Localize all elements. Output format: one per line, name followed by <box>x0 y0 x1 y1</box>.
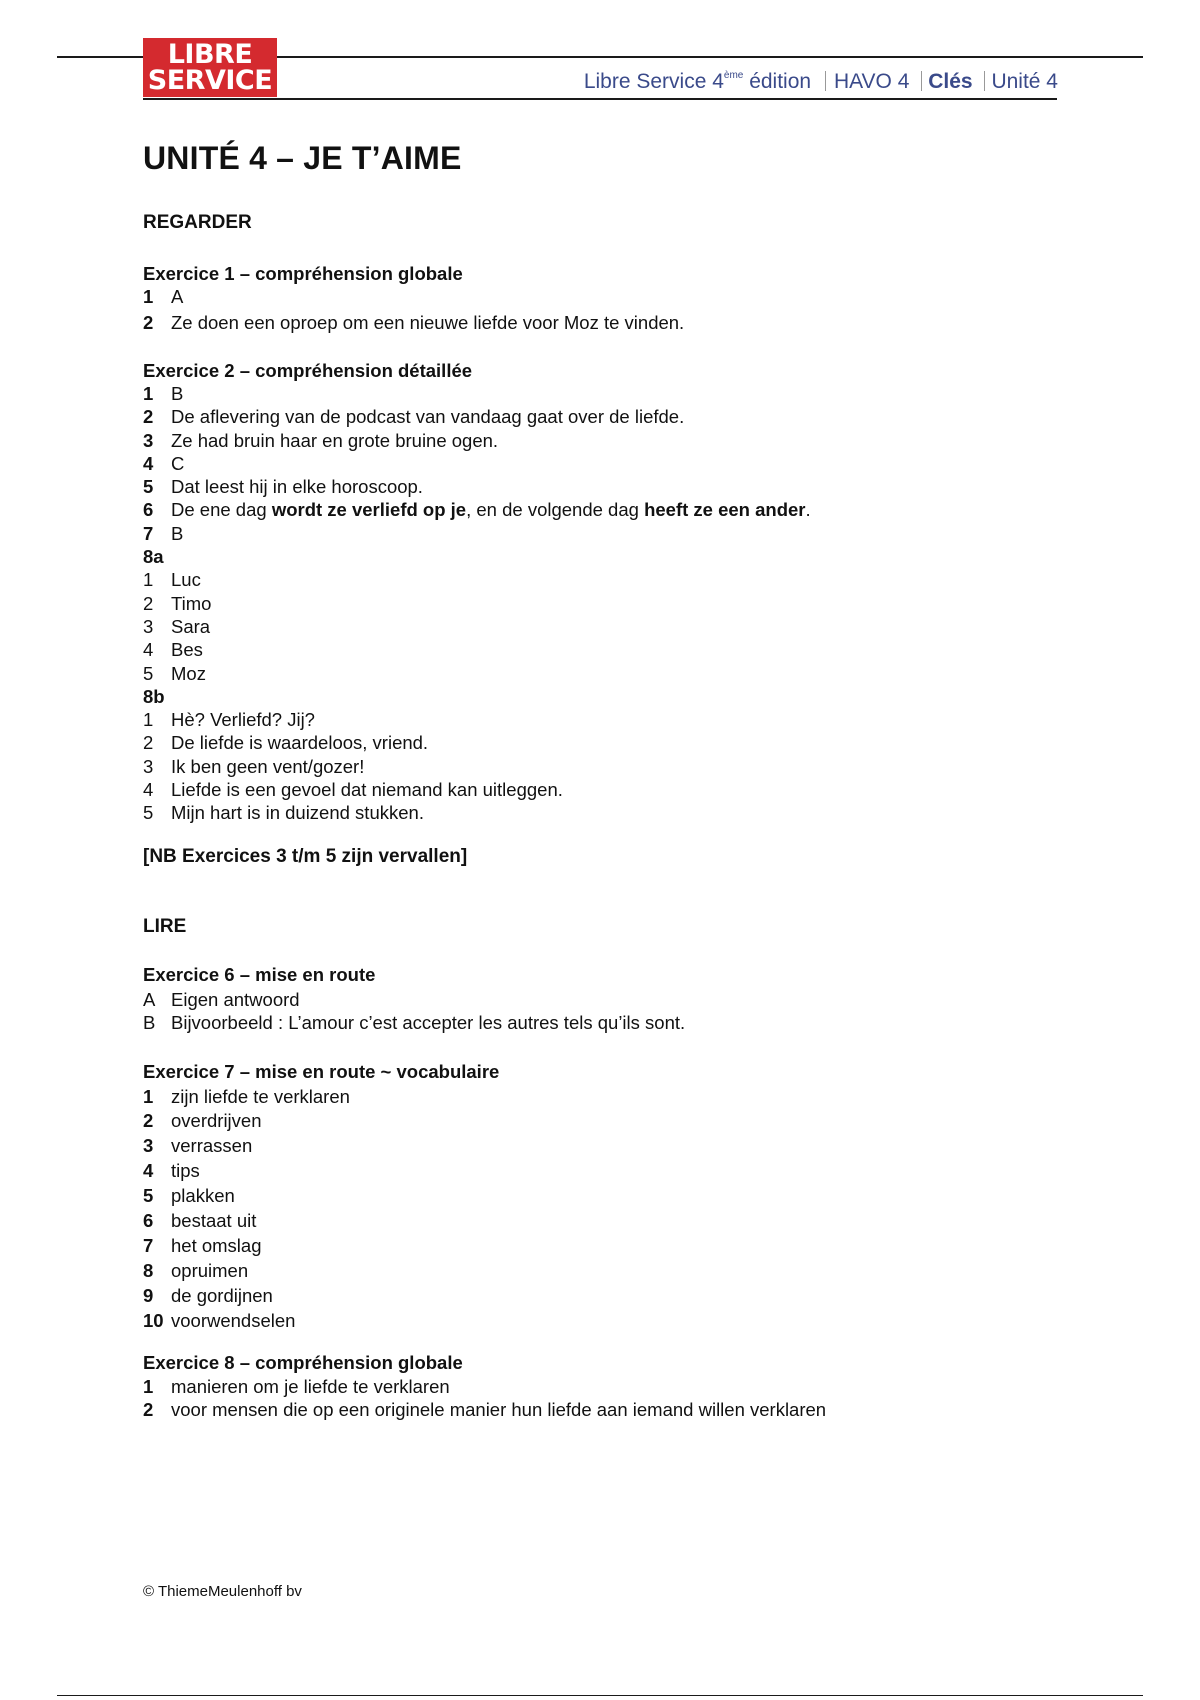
answer-number: 10 <box>143 1310 164 1332</box>
answer-text: Sara <box>171 615 211 637</box>
header-bottom-rule <box>143 98 1057 100</box>
answer-row <box>143 708 811 731</box>
answer-text: manieren om je liefde te verklaren <box>171 1376 450 1397</box>
exercise-title: Exercice 6 – mise en route <box>143 964 376 985</box>
section-heading-regarder: REGARDER <box>143 212 252 233</box>
subpart-label-8a: 8a <box>143 546 164 568</box>
answer-text: Timo <box>171 592 212 614</box>
answer-text: voorwendselen <box>171 1310 296 1332</box>
answer-number: 8 <box>143 1260 154 1282</box>
answer-number: 1 <box>143 1376 154 1397</box>
header-separator <box>921 71 922 91</box>
answer-text: B <box>171 383 184 404</box>
header-edition-sup: ème <box>723 70 744 81</box>
answer-number: 5 <box>143 662 154 684</box>
answer-text-part: , en de volgende dag <box>466 499 645 521</box>
answer-number: 1 <box>143 709 154 731</box>
answer-row <box>143 1258 499 1283</box>
exercise-7 <box>143 1060 499 1333</box>
answer-number: 2 <box>143 312 154 334</box>
header-edition-word: édition <box>749 70 812 93</box>
header-section: Clés <box>928 70 973 93</box>
answer-row <box>143 778 811 801</box>
exercise-6 <box>143 963 685 1035</box>
answer-row <box>143 1375 826 1398</box>
answer-text: Mijn hart is in duizend stukken. <box>171 802 424 824</box>
exercise-8 <box>143 1351 826 1422</box>
answer-text: voor mensen die op een originele manier hun liefde aan iemand willen verklaren <box>171 1399 827 1421</box>
answer-text: Eigen antwoord <box>171 989 300 1010</box>
answer-row <box>143 475 811 498</box>
answer-text: het omslag <box>171 1235 262 1257</box>
header-book: Libre Service 4 <box>583 70 724 93</box>
answer-number: 7 <box>143 1235 154 1257</box>
answer-text: Dat leest hij in elke horoscoop. <box>171 476 423 498</box>
answer-number: 9 <box>143 1285 154 1307</box>
answer-text-part: De ene dag <box>171 499 272 521</box>
answer-number: 3 <box>143 615 154 637</box>
answer-number: 2 <box>143 592 154 614</box>
answer-row <box>143 615 811 638</box>
answer-number: 6 <box>143 1210 154 1232</box>
answer-number: 1 <box>143 286 154 307</box>
answer-text: Ze had bruin haar en grote bruine ogen. <box>171 429 499 451</box>
answer-row <box>143 405 811 428</box>
answer-row <box>143 498 811 521</box>
answer-row <box>143 1208 499 1233</box>
header-unit: Unité 4 <box>991 70 1058 93</box>
answer-text: A <box>171 286 184 307</box>
answer-row <box>143 638 811 661</box>
answer-text: de gordijnen <box>171 1285 273 1307</box>
answer-row <box>143 1283 499 1308</box>
answer-number: 1 <box>143 569 154 591</box>
answer-text-part: . <box>805 499 811 521</box>
answer-text: C <box>171 452 185 474</box>
answer-number: 4 <box>143 779 154 801</box>
answer-number: 3 <box>143 1135 154 1157</box>
answer-row <box>143 1085 499 1108</box>
header-level: HAVO 4 <box>833 70 910 93</box>
answer-row <box>143 568 811 591</box>
answer-row <box>143 382 811 405</box>
answer-text <box>171 498 811 521</box>
header-separator <box>984 71 985 91</box>
answer-row <box>143 1233 499 1258</box>
answer-number: 4 <box>143 452 154 474</box>
answer-text: De liefde is waardeloos, vriend. <box>171 732 429 754</box>
answer-text: B <box>171 522 184 544</box>
answer-number: 3 <box>143 755 154 777</box>
exercise-title: Exercice 1 – compréhension globale <box>143 263 463 284</box>
answer-text: verrassen <box>171 1135 253 1157</box>
exercise-1 <box>143 262 684 335</box>
answer-emphasis: heeft ze een ander <box>644 499 806 521</box>
answer-row <box>143 731 811 754</box>
answer-row <box>143 452 811 475</box>
answer-text: Moz <box>171 662 206 684</box>
answer-row <box>143 1108 499 1133</box>
answer-number: 2 <box>143 1110 154 1132</box>
answer-text: Bes <box>171 639 203 661</box>
section-heading-lire: LIRE <box>143 916 187 937</box>
answer-row <box>143 1398 826 1421</box>
answer-number: B <box>143 1012 156 1034</box>
exercise-title: Exercice 8 – compréhension globale <box>143 1352 463 1373</box>
answer-text: bestaat uit <box>171 1210 257 1232</box>
footer-rule <box>57 1695 1143 1696</box>
exercise-title: Exercice 2 – compréhension détaillée <box>143 360 473 381</box>
note-exercises-removed: [NB Exercices 3 t/m 5 zijn vervallen] <box>143 846 468 867</box>
answer-number: 4 <box>143 639 154 661</box>
answer-text: opruimen <box>171 1260 249 1282</box>
answer-text: zijn liefde te verklaren <box>171 1086 350 1107</box>
answer-text: overdrijven <box>171 1110 262 1132</box>
copyright-footer: © ThiemeMeulenhoff bv <box>143 1583 302 1600</box>
page-title: UNITÉ 4 – JE T’AIME <box>143 140 462 176</box>
answer-number: 5 <box>143 1185 154 1207</box>
answer-row <box>143 285 684 308</box>
answer-text: Luc <box>171 569 201 591</box>
answer-number: 7 <box>143 522 154 544</box>
answer-row <box>143 592 811 615</box>
libre-service-logo <box>143 38 277 97</box>
answer-text: Liefde is een gevoel dat niemand kan uitleggen. <box>171 779 563 801</box>
logo-line-1: LIBRE <box>167 38 253 70</box>
answer-row <box>143 801 811 824</box>
answer-row <box>143 1133 499 1158</box>
answer-text: Bijvoorbeeld : L’amour c’est accepter les autres tels qu’ils sont. <box>171 1012 686 1034</box>
running-header <box>584 70 1058 94</box>
answer-number: 3 <box>143 429 154 451</box>
subpart-label-8b: 8b <box>143 685 165 707</box>
answer-row <box>143 429 811 452</box>
answer-text: tips <box>171 1160 200 1182</box>
answer-number: 1 <box>143 383 154 404</box>
answer-row <box>143 1308 499 1333</box>
answer-number: 4 <box>143 1160 154 1182</box>
answer-number: 6 <box>143 499 154 521</box>
exercise-2 <box>143 359 811 825</box>
answer-text: plakken <box>171 1185 235 1207</box>
answer-number: 2 <box>143 732 154 754</box>
answer-number: 5 <box>143 476 154 498</box>
answer-text: De aflevering van de podcast van vandaag gaat over de liefde. <box>171 406 685 428</box>
answer-row <box>143 1183 499 1208</box>
logo-line-2: SERVICE <box>147 64 273 96</box>
answer-number: A <box>143 989 156 1010</box>
answer-row <box>143 1158 499 1183</box>
answer-text: Ik ben geen vent/gozer! <box>171 755 365 777</box>
answer-row <box>143 1011 685 1034</box>
header-separator <box>825 71 826 91</box>
answer-row <box>143 755 811 778</box>
answer-emphasis: wordt ze verliefd op je <box>271 499 467 521</box>
exercise-title: Exercice 7 – mise en route ~ vocabulaire <box>143 1061 500 1082</box>
answer-row <box>143 988 685 1011</box>
answer-text: Hè? Verliefd? Jij? <box>171 709 315 731</box>
answer-row <box>143 311 684 334</box>
answer-row <box>143 522 811 545</box>
answer-row <box>143 662 811 685</box>
answer-number: 2 <box>143 406 154 428</box>
answer-number: 1 <box>143 1086 154 1107</box>
answer-text: Ze doen een oproep om een nieuwe liefde voor Moz te vinden. <box>171 312 685 334</box>
answer-number: 5 <box>143 802 154 824</box>
answer-number: 2 <box>143 1399 154 1421</box>
